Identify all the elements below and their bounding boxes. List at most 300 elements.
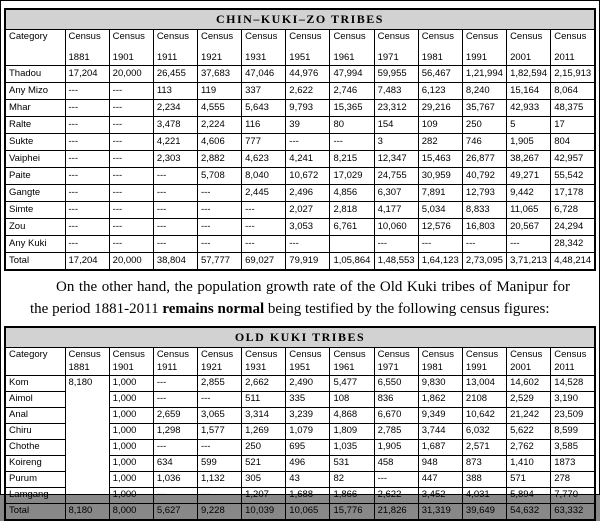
data-cell: 57,777 bbox=[197, 253, 241, 271]
data-cell: 305 bbox=[242, 472, 286, 488]
data-cell: --- bbox=[197, 392, 241, 408]
data-cell: 873 bbox=[462, 456, 506, 472]
census-year-header: Census 1921 bbox=[197, 30, 241, 66]
data-cell: 11,065 bbox=[507, 202, 551, 219]
data-cell: 79,919 bbox=[286, 253, 330, 271]
data-cell: --- bbox=[197, 236, 241, 253]
row-label: Gangte bbox=[5, 185, 65, 202]
data-cell: 4,221 bbox=[153, 134, 197, 151]
data-cell: 1,132 bbox=[197, 472, 241, 488]
data-cell: 2,445 bbox=[242, 185, 286, 202]
data-cell: 250 bbox=[462, 117, 506, 134]
data-cell bbox=[330, 236, 374, 253]
data-cell: 12,576 bbox=[418, 219, 462, 236]
data-cell: 12,793 bbox=[462, 185, 506, 202]
data-cell: 119 bbox=[197, 83, 241, 100]
data-cell: 4,623 bbox=[242, 151, 286, 168]
data-cell: 6,728 bbox=[551, 202, 595, 219]
data-cell: 278 bbox=[551, 472, 595, 488]
data-cell: 2,622 bbox=[374, 488, 418, 504]
data-cell: 108 bbox=[330, 392, 374, 408]
data-cell: 80 bbox=[330, 117, 374, 134]
data-cell: 4,555 bbox=[197, 100, 241, 117]
data-cell: 20,567 bbox=[507, 219, 551, 236]
census-year-header: Census 1991 bbox=[462, 30, 506, 66]
row-label: Chothe bbox=[5, 440, 65, 456]
data-cell: 7,770 bbox=[551, 488, 595, 504]
data-cell: 38,267 bbox=[507, 151, 551, 168]
data-cell: 17,204 bbox=[65, 66, 109, 83]
data-cell: 1,269 bbox=[242, 424, 286, 440]
data-cell: 1873 bbox=[551, 456, 595, 472]
data-cell: --- bbox=[197, 185, 241, 202]
data-cell: 10,039 bbox=[242, 504, 286, 521]
data-cell: 9,442 bbox=[507, 185, 551, 202]
data-cell: --- bbox=[65, 83, 109, 100]
table-row bbox=[5, 100, 595, 117]
data-cell: 30,959 bbox=[418, 168, 462, 185]
category-column-header: Category bbox=[5, 348, 65, 376]
data-cell: 1,000 bbox=[109, 472, 153, 488]
data-cell: 496 bbox=[286, 456, 330, 472]
data-cell: 1,000 bbox=[109, 392, 153, 408]
row-label: Simte bbox=[5, 202, 65, 219]
table-row bbox=[5, 117, 595, 134]
data-cell: --- bbox=[109, 151, 153, 168]
data-cell: 4,856 bbox=[330, 185, 374, 202]
data-cell: 1,035 bbox=[330, 440, 374, 456]
data-cell: 5,894 bbox=[507, 488, 551, 504]
data-cell: 2,15,913 bbox=[551, 66, 595, 83]
data-cell: 4,031 bbox=[462, 488, 506, 504]
data-cell: 2,234 bbox=[153, 100, 197, 117]
data-cell: --- bbox=[153, 219, 197, 236]
data-cell: 47,046 bbox=[242, 66, 286, 83]
data-cell: 1,036 bbox=[153, 472, 197, 488]
data-cell: 2,490 bbox=[286, 376, 330, 392]
data-cell: 2,746 bbox=[330, 83, 374, 100]
data-cell: --- bbox=[197, 219, 241, 236]
data-cell: 2,224 bbox=[197, 117, 241, 134]
data-cell: --- bbox=[109, 117, 153, 134]
census-year-header: Census 1961 bbox=[330, 30, 374, 66]
data-cell: 15,164 bbox=[507, 83, 551, 100]
data-cell: --- bbox=[65, 202, 109, 219]
data-cell: 10,672 bbox=[286, 168, 330, 185]
data-cell: 777 bbox=[242, 134, 286, 151]
data-cell: 39,649 bbox=[462, 504, 506, 521]
data-cell: 21,826 bbox=[374, 504, 418, 521]
data-cell: 20,000 bbox=[109, 253, 153, 271]
census-year-header: Census 1981 bbox=[418, 30, 462, 66]
data-cell: 5,643 bbox=[242, 100, 286, 117]
data-cell: 1,079 bbox=[286, 424, 330, 440]
data-cell: 24,294 bbox=[551, 219, 595, 236]
data-cell: 1,82,594 bbox=[507, 66, 551, 83]
census-year-header: Census 1951 bbox=[286, 30, 330, 66]
data-cell: 5,627 bbox=[153, 504, 197, 521]
data-cell: 47,994 bbox=[330, 66, 374, 83]
data-cell: --- bbox=[153, 488, 197, 504]
data-cell: --- bbox=[65, 219, 109, 236]
data-cell: 2108 bbox=[462, 392, 506, 408]
row-label: Aimol bbox=[5, 392, 65, 408]
category-column-header: Category bbox=[5, 30, 65, 66]
data-cell: 8,833 bbox=[462, 202, 506, 219]
data-cell: 458 bbox=[374, 456, 418, 472]
data-cell: 2,303 bbox=[153, 151, 197, 168]
data-cell: 1,05,864 bbox=[330, 253, 374, 271]
data-cell: 571 bbox=[507, 472, 551, 488]
merged-1881-cell: 8,180 bbox=[65, 376, 109, 504]
data-cell: 8,240 bbox=[462, 83, 506, 100]
data-cell: 7,891 bbox=[418, 185, 462, 202]
data-cell: --- bbox=[462, 236, 506, 253]
row-label: Any Kuki bbox=[5, 236, 65, 253]
row-label: Lamgang bbox=[5, 488, 65, 504]
data-cell: 1,905 bbox=[507, 134, 551, 151]
data-cell: 1,64,123 bbox=[418, 253, 462, 271]
data-cell: --- bbox=[109, 100, 153, 117]
data-cell: --- bbox=[109, 134, 153, 151]
data-cell: 2,622 bbox=[286, 83, 330, 100]
data-cell: --- bbox=[153, 202, 197, 219]
data-cell: --- bbox=[109, 202, 153, 219]
table-row bbox=[5, 185, 595, 202]
data-cell: 29,216 bbox=[418, 100, 462, 117]
data-cell: 8,180 bbox=[65, 504, 109, 521]
data-cell: --- bbox=[109, 185, 153, 202]
data-cell: 15,365 bbox=[330, 100, 374, 117]
data-cell: 14,602 bbox=[507, 376, 551, 392]
data-cell: 113 bbox=[153, 83, 197, 100]
census-year-header: Census 1911 bbox=[153, 30, 197, 66]
row-label: Vaiphei bbox=[5, 151, 65, 168]
data-cell: 43 bbox=[286, 472, 330, 488]
table-row bbox=[5, 236, 595, 253]
data-cell: 23,509 bbox=[551, 408, 595, 424]
data-cell: 1,000 bbox=[109, 408, 153, 424]
census-year-header: Census 1951 bbox=[286, 348, 330, 376]
census-year-header: Census 1971 bbox=[374, 30, 418, 66]
data-cell: 2,785 bbox=[374, 424, 418, 440]
data-cell: 4,241 bbox=[286, 151, 330, 168]
data-cell: --- bbox=[330, 134, 374, 151]
data-cell: 2,529 bbox=[507, 392, 551, 408]
data-cell: 521 bbox=[242, 456, 286, 472]
census-year-header: Census 1901 bbox=[109, 30, 153, 66]
data-cell: 337 bbox=[242, 83, 286, 100]
data-cell: 8,000 bbox=[109, 504, 153, 521]
data-cell: 6,123 bbox=[418, 83, 462, 100]
data-cell: 1,809 bbox=[330, 424, 374, 440]
data-cell: 10,642 bbox=[462, 408, 506, 424]
data-cell: 5,477 bbox=[330, 376, 374, 392]
data-cell: 109 bbox=[418, 117, 462, 134]
data-cell: 35,767 bbox=[462, 100, 506, 117]
row-label: Any Mizo bbox=[5, 83, 65, 100]
data-cell: --- bbox=[65, 100, 109, 117]
data-cell: 17 bbox=[551, 117, 595, 134]
data-cell: --- bbox=[109, 236, 153, 253]
data-cell: 5,708 bbox=[197, 168, 241, 185]
data-cell: 39 bbox=[286, 117, 330, 134]
table-row bbox=[5, 168, 595, 185]
table-row bbox=[5, 151, 595, 168]
row-label: Paite bbox=[5, 168, 65, 185]
data-cell: 6,670 bbox=[374, 408, 418, 424]
table-row bbox=[5, 253, 595, 271]
data-cell: --- bbox=[197, 488, 241, 504]
row-label: Anal bbox=[5, 408, 65, 424]
data-cell: 17,204 bbox=[65, 253, 109, 271]
data-cell: 3,452 bbox=[418, 488, 462, 504]
data-cell: --- bbox=[242, 236, 286, 253]
data-cell: 82 bbox=[330, 472, 374, 488]
data-cell: 17,178 bbox=[551, 185, 595, 202]
table-row bbox=[5, 66, 595, 83]
table-title: OLD KUKI TRIBES bbox=[5, 327, 595, 348]
data-cell: --- bbox=[197, 440, 241, 456]
row-label: Ralte bbox=[5, 117, 65, 134]
data-cell: 1,862 bbox=[418, 392, 462, 408]
data-cell: 7,483 bbox=[374, 83, 418, 100]
data-cell: 5,622 bbox=[507, 424, 551, 440]
data-cell: 21,242 bbox=[507, 408, 551, 424]
data-cell: 9,793 bbox=[286, 100, 330, 117]
data-cell: --- bbox=[65, 151, 109, 168]
data-cell: 1,577 bbox=[197, 424, 241, 440]
data-cell: --- bbox=[153, 185, 197, 202]
data-cell: 9,228 bbox=[197, 504, 241, 521]
data-cell: 599 bbox=[197, 456, 241, 472]
data-cell: 1,000 bbox=[109, 376, 153, 392]
chin-kuki-zo-table bbox=[4, 8, 596, 271]
data-cell: 2,818 bbox=[330, 202, 374, 219]
data-cell: 5,034 bbox=[418, 202, 462, 219]
data-cell: 2,027 bbox=[286, 202, 330, 219]
data-cell: 9,349 bbox=[418, 408, 462, 424]
data-cell: 26,455 bbox=[153, 66, 197, 83]
row-label: Kom bbox=[5, 376, 65, 392]
data-cell: 2,496 bbox=[286, 185, 330, 202]
data-cell: 10,060 bbox=[374, 219, 418, 236]
data-cell: 28,342 bbox=[551, 236, 595, 253]
data-cell: 1,410 bbox=[507, 456, 551, 472]
data-cell: 54,632 bbox=[507, 504, 551, 521]
data-cell: 26,877 bbox=[462, 151, 506, 168]
data-cell: 3,585 bbox=[551, 440, 595, 456]
data-cell: 1,000 bbox=[109, 440, 153, 456]
data-cell: 15,463 bbox=[418, 151, 462, 168]
census-year-header: Census 1881 bbox=[65, 30, 109, 66]
data-cell: 4,868 bbox=[330, 408, 374, 424]
data-cell: 5 bbox=[507, 117, 551, 134]
data-cell: 2,762 bbox=[507, 440, 551, 456]
census-year-header: Census 1881 bbox=[65, 348, 109, 376]
census-year-header: Census 1931 bbox=[242, 348, 286, 376]
data-cell: 6,550 bbox=[374, 376, 418, 392]
table-row bbox=[5, 376, 595, 392]
data-cell: 55,542 bbox=[551, 168, 595, 185]
row-label: Chiru bbox=[5, 424, 65, 440]
data-cell: 804 bbox=[551, 134, 595, 151]
data-cell: 40,792 bbox=[462, 168, 506, 185]
data-cell: 8,064 bbox=[551, 83, 595, 100]
data-cell: --- bbox=[109, 219, 153, 236]
data-cell: 634 bbox=[153, 456, 197, 472]
data-cell: 1,687 bbox=[418, 440, 462, 456]
data-cell: 447 bbox=[418, 472, 462, 488]
row-label: Purum bbox=[5, 472, 65, 488]
census-year-header: Census 2001 bbox=[507, 348, 551, 376]
census-year-header: Census 1931 bbox=[242, 30, 286, 66]
data-cell: 10,065 bbox=[286, 504, 330, 521]
data-cell: 9,830 bbox=[418, 376, 462, 392]
data-cell: 2,571 bbox=[462, 440, 506, 456]
data-cell: --- bbox=[65, 168, 109, 185]
table-row bbox=[5, 134, 595, 151]
data-cell: --- bbox=[374, 236, 418, 253]
data-cell: 6,032 bbox=[462, 424, 506, 440]
data-cell: 12,347 bbox=[374, 151, 418, 168]
census-year-header: Census 1991 bbox=[462, 348, 506, 376]
data-cell: 42,933 bbox=[507, 100, 551, 117]
data-cell: 1,207 bbox=[242, 488, 286, 504]
data-cell: 17,029 bbox=[330, 168, 374, 185]
data-cell: 1,21,994 bbox=[462, 66, 506, 83]
data-cell: 2,662 bbox=[242, 376, 286, 392]
data-cell: --- bbox=[374, 472, 418, 488]
data-cell: 3,053 bbox=[286, 219, 330, 236]
census-year-header: Census 2011 bbox=[551, 348, 595, 376]
data-cell: 2,659 bbox=[153, 408, 197, 424]
data-cell: 836 bbox=[374, 392, 418, 408]
data-cell: 1,000 bbox=[109, 456, 153, 472]
data-cell: 38,804 bbox=[153, 253, 197, 271]
data-cell: 8,040 bbox=[242, 168, 286, 185]
table-row bbox=[5, 504, 595, 521]
data-cell: 1,298 bbox=[153, 424, 197, 440]
data-cell: 282 bbox=[418, 134, 462, 151]
data-cell: 250 bbox=[242, 440, 286, 456]
census-year-header: Census 2011 bbox=[551, 30, 595, 66]
data-cell: 13,004 bbox=[462, 376, 506, 392]
data-cell: 116 bbox=[242, 117, 286, 134]
data-cell: 3 bbox=[374, 134, 418, 151]
data-cell: 4,177 bbox=[374, 202, 418, 219]
data-cell: 56,467 bbox=[418, 66, 462, 83]
data-cell: 3,478 bbox=[153, 117, 197, 134]
data-cell: 1,48,553 bbox=[374, 253, 418, 271]
data-cell: 948 bbox=[418, 456, 462, 472]
data-cell: 2,73,095 bbox=[462, 253, 506, 271]
data-cell: 388 bbox=[462, 472, 506, 488]
data-cell: 2,855 bbox=[197, 376, 241, 392]
census-year-header: Census 1911 bbox=[153, 348, 197, 376]
data-cell: 1,000 bbox=[109, 424, 153, 440]
data-cell: 31,319 bbox=[418, 504, 462, 521]
data-cell: 511 bbox=[242, 392, 286, 408]
table-title: CHIN–KUKI–ZO TRIBES bbox=[5, 9, 595, 30]
data-cell: 48,375 bbox=[551, 100, 595, 117]
data-cell: 695 bbox=[286, 440, 330, 456]
paragraph-text: On the other hand, the population growth rate of the Old Kuki tribes of Manipur for the period 1881-2011 bbox=[30, 279, 570, 317]
table-row bbox=[5, 83, 595, 100]
data-cell: --- bbox=[153, 236, 197, 253]
data-cell: --- bbox=[197, 202, 241, 219]
data-cell: 6,761 bbox=[330, 219, 374, 236]
data-cell: 3,065 bbox=[197, 408, 241, 424]
data-cell: 746 bbox=[462, 134, 506, 151]
data-cell: 335 bbox=[286, 392, 330, 408]
row-label: Total bbox=[5, 504, 65, 521]
data-cell: 59,955 bbox=[374, 66, 418, 83]
data-cell: 1,688 bbox=[286, 488, 330, 504]
data-cell: 6,307 bbox=[374, 185, 418, 202]
data-cell: 49,271 bbox=[507, 168, 551, 185]
data-cell: 3,190 bbox=[551, 392, 595, 408]
row-label: Koireng bbox=[5, 456, 65, 472]
old-kuki-table bbox=[4, 326, 596, 521]
data-cell: 531 bbox=[330, 456, 374, 472]
data-cell: 20,000 bbox=[109, 66, 153, 83]
census-year-header: Census 1961 bbox=[330, 348, 374, 376]
data-cell: 37,683 bbox=[197, 66, 241, 83]
data-cell: 3,239 bbox=[286, 408, 330, 424]
table-row bbox=[5, 219, 595, 236]
data-cell: 3,71,213 bbox=[507, 253, 551, 271]
data-cell: 1,000 bbox=[109, 488, 153, 504]
paragraph-bold-text: remains normal bbox=[162, 301, 265, 317]
data-cell: 1,905 bbox=[374, 440, 418, 456]
data-cell: --- bbox=[65, 185, 109, 202]
data-cell: 16,803 bbox=[462, 219, 506, 236]
table-row bbox=[5, 202, 595, 219]
data-cell: 3,744 bbox=[418, 424, 462, 440]
data-cell: --- bbox=[65, 134, 109, 151]
data-cell: --- bbox=[65, 117, 109, 134]
data-cell: --- bbox=[242, 219, 286, 236]
data-cell: 8,215 bbox=[330, 151, 374, 168]
data-cell: --- bbox=[153, 392, 197, 408]
data-cell: --- bbox=[242, 202, 286, 219]
data-cell: 42,957 bbox=[551, 151, 595, 168]
data-cell: 1,866 bbox=[330, 488, 374, 504]
data-cell: --- bbox=[65, 236, 109, 253]
census-year-header: Census 2001 bbox=[507, 30, 551, 66]
data-cell: --- bbox=[109, 168, 153, 185]
data-cell: --- bbox=[507, 236, 551, 253]
census-year-header: Census 1981 bbox=[418, 348, 462, 376]
data-cell: --- bbox=[153, 168, 197, 185]
data-cell: 14,528 bbox=[551, 376, 595, 392]
row-label: Zou bbox=[5, 219, 65, 236]
data-cell: 154 bbox=[374, 117, 418, 134]
census-year-header: Census 1901 bbox=[109, 348, 153, 376]
row-label: Total bbox=[5, 253, 65, 271]
data-cell: --- bbox=[153, 376, 197, 392]
census-year-header: Census 1921 bbox=[197, 348, 241, 376]
data-cell: 23,312 bbox=[374, 100, 418, 117]
data-cell: 4,606 bbox=[197, 134, 241, 151]
paragraph-text: being testified by the following census figures: bbox=[264, 301, 550, 317]
row-label: Thadou bbox=[5, 66, 65, 83]
data-cell: 3,314 bbox=[242, 408, 286, 424]
census-year-header: Census 1971 bbox=[374, 348, 418, 376]
row-label: Sukte bbox=[5, 134, 65, 151]
data-cell: 4,48,214 bbox=[551, 253, 595, 271]
